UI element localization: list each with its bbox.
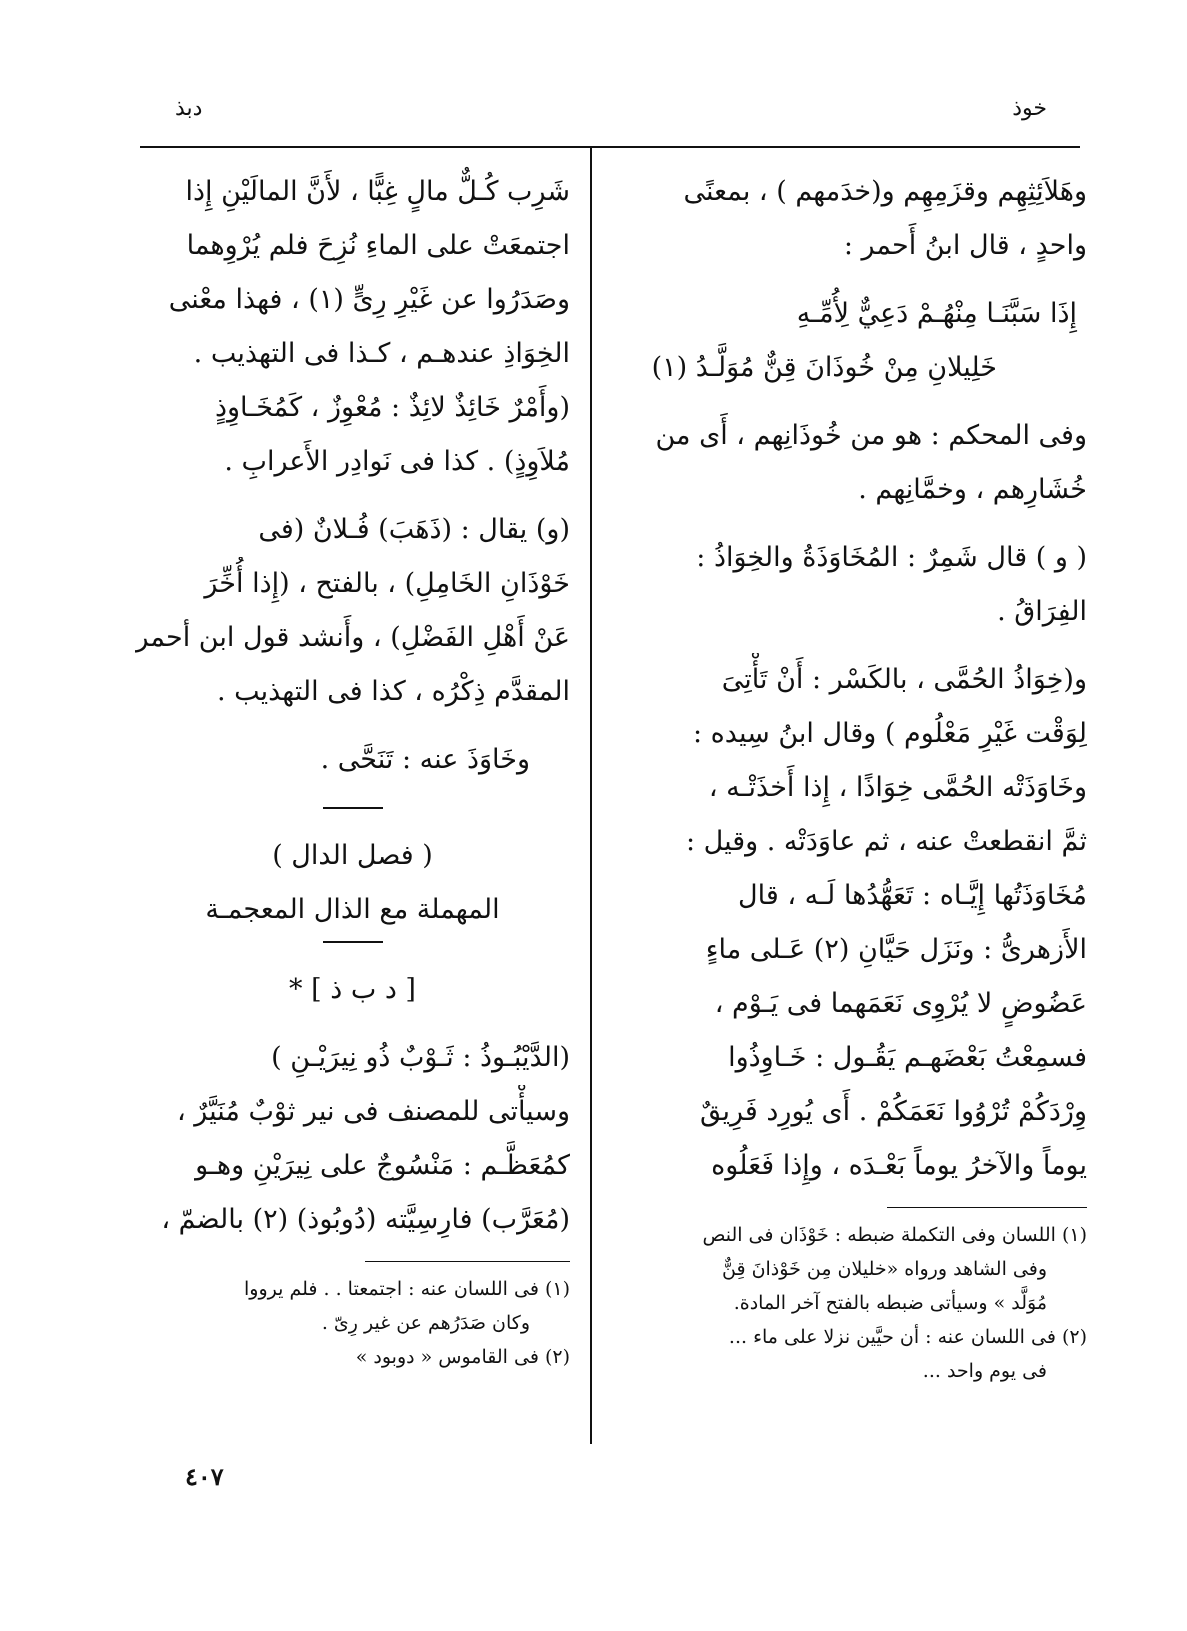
section-title: ( فصل الدال ) (272, 840, 433, 871)
verse-line: إِذَا سَبَّنَـا مِنْهُـمْ دَعِيٌّ لِأُمِّـهِ (796, 298, 1077, 329)
footnote-line: مُوَلَّد » وسيأتى ضبطه بالفتح آخر المادة. (733, 1292, 1047, 1314)
text-line: وصَدَرُوا عن غَيْرِ رِىٍّ (١) ، فهذا معْنى (168, 284, 570, 315)
text-line: الخِوَاذِ عندهـم ، كـذا فى التهذيب . (193, 338, 570, 369)
footnote-line: وكان صَدَرُهم عن غير رِىّ . (321, 1312, 530, 1334)
footnote-line: فى يوم واحد ... (922, 1360, 1047, 1382)
footnote-line: (١) اللسان وفى التكملة ضبطه : خَوْذَان فى النص (702, 1224, 1087, 1246)
entry-heading: [ د ب ذ ] * (289, 974, 416, 1005)
text-line: كمُعَظَّـم : مَنْسُوجٌ على نِيرَيْنِ وهـو (195, 1150, 570, 1181)
text-line: فسمِعْتُ بَعْضَهـم يَقُـول : خَـاوِذُوا (728, 1042, 1087, 1073)
text-line: الأَزهرىُّ : ونَزَل حَيَّانِ (٢) عَـلى ماءٍ (705, 934, 1087, 965)
text-line: الفِرَاقُ . (997, 596, 1087, 627)
section-subtitle: المهملة مع الذال المعجمـة (205, 894, 500, 925)
footnote-line: (٢) فى القاموس « دوبود » (355, 1346, 570, 1368)
text-line: وسيأْتى للمصنف فى نير ثوْبٌ مُنَيَّرٌ ، (176, 1096, 570, 1127)
text-line: عَنْ أَهْلِ الفَضْلِ) ، وأَنشد قول ابن أحمر (135, 622, 570, 653)
running-header-right: خوذ (1012, 96, 1047, 121)
footnote-line: (٢) فى اللسان عنه : أن حيَّين نزلا على ماء ... (728, 1326, 1087, 1348)
running-header-left: دبذ (175, 96, 203, 121)
footnote-line: وفى الشاهد ورواه «خليلان مِن خَوْذانَ قِنٌّ (721, 1258, 1047, 1280)
text-line: وِرْدَكُمْ تُرْوُوا نَعَمَكُمْ . أَى يُورِد فَرِيقٌ (699, 1096, 1087, 1127)
text-line: (الدَّيْبُـوذُ : ثَـوْبٌ ذُو نِيرَيْـنِ ) (271, 1042, 570, 1073)
text-line: وخَاوَذَ عنه : تَنَحَّى . (320, 744, 530, 775)
text-line: و(خِوَاذُ الحُمَّى ، بالكَسْر : أَنْ تَأْتِىَ (721, 664, 1087, 695)
footnote-rule (887, 1207, 1087, 1208)
text-line: يوماً والآخرُ يوماً بَعْـدَه ، وإِذا فَعَلُوه (711, 1150, 1087, 1181)
text-line: ( و ) قال شَمِرٌ : المُخَاوَذَةُ والخِوَاذُ : (696, 542, 1087, 573)
text-line: لِوَقْت غَيْرِ مَعْلُوم ) وقال ابنُ سِيده : (692, 718, 1087, 749)
text-line: (مُعَرَّب) فارِسِيَّته (دُوبُوذ) (٢) بالضمّ ، (161, 1204, 570, 1235)
text-line: (و) يقال : (ذَهَبَ) فُـلانٌ (فى (258, 514, 570, 545)
section-rule (323, 807, 383, 809)
text-line: واحدٍ ، قال ابنُ أَحمر : (843, 230, 1087, 261)
text-line: ثمَّ انقطعتْ عنه ، ثم عاوَدَتْه . وقيل : (685, 826, 1087, 857)
text-line: المقدَّم ذِكْرُه ، كذا فى التهذيب . (216, 676, 570, 707)
text-line: مُخَاوَذَتُها إِيَّـاه : تَعَهُّدُها لَـه ، قال (738, 880, 1087, 911)
right-column (612, 165, 1087, 1388)
text-line: (وأَمْرٌ خَائِذٌ لائِذٌ : مُعْوِزٌ ، كَمُخَـاوِذٍ (215, 392, 570, 423)
text-line: عَضُوضٍ لا يُرْوِى نَعَمَهما فى يَـوْم ، (714, 988, 1087, 1019)
section-rule (323, 941, 383, 943)
column-divider (590, 148, 592, 1444)
verse-line: خَلِيلانِ مِنْ خُوذَانَ قِنٌّ مُوَلَّـدُ (١) (651, 352, 997, 383)
text-line: وخَاوَذَتْه الحُمَّى خِوَاذًا ، إِذا أَخذَتْـه ، (708, 772, 1087, 803)
text-line: وهَلاَئِثِهِم وقزَمِهِم و(خدَمهم ) ، بمعنًى (683, 176, 1087, 207)
footnote-line: (١) فى اللسان عنه : اجتمعتا . . فلم يرووا (244, 1278, 570, 1300)
text-line: شَرِب كُـلٌّ مالٍ غِبًّا ، لأَنَّ المالَيْنِ إِذا (185, 176, 570, 207)
header-rule (140, 146, 1080, 148)
footnote-rule (365, 1261, 570, 1262)
text-line: خُشَارِهم ، وخمَّانِهم . (858, 474, 1087, 505)
text-line: مُلاَوِذٍ) . كذا فى نَوادِر الأَعرابِ . (224, 446, 570, 477)
left-column (135, 165, 570, 1374)
page-number: ٤٠٧ (185, 1462, 224, 1491)
text-line: وفى المحكم : هو من خُوذَانِهم ، أَى من (655, 420, 1087, 451)
text-line: خَوْذَانِ الخَامِلِ) ، بالفتح ، (إِذا أُخِّرَ (204, 568, 570, 599)
text-line: اجتمعَتْ على الماءِ نُزِحَ فلم يُرْوِهما (186, 230, 570, 261)
